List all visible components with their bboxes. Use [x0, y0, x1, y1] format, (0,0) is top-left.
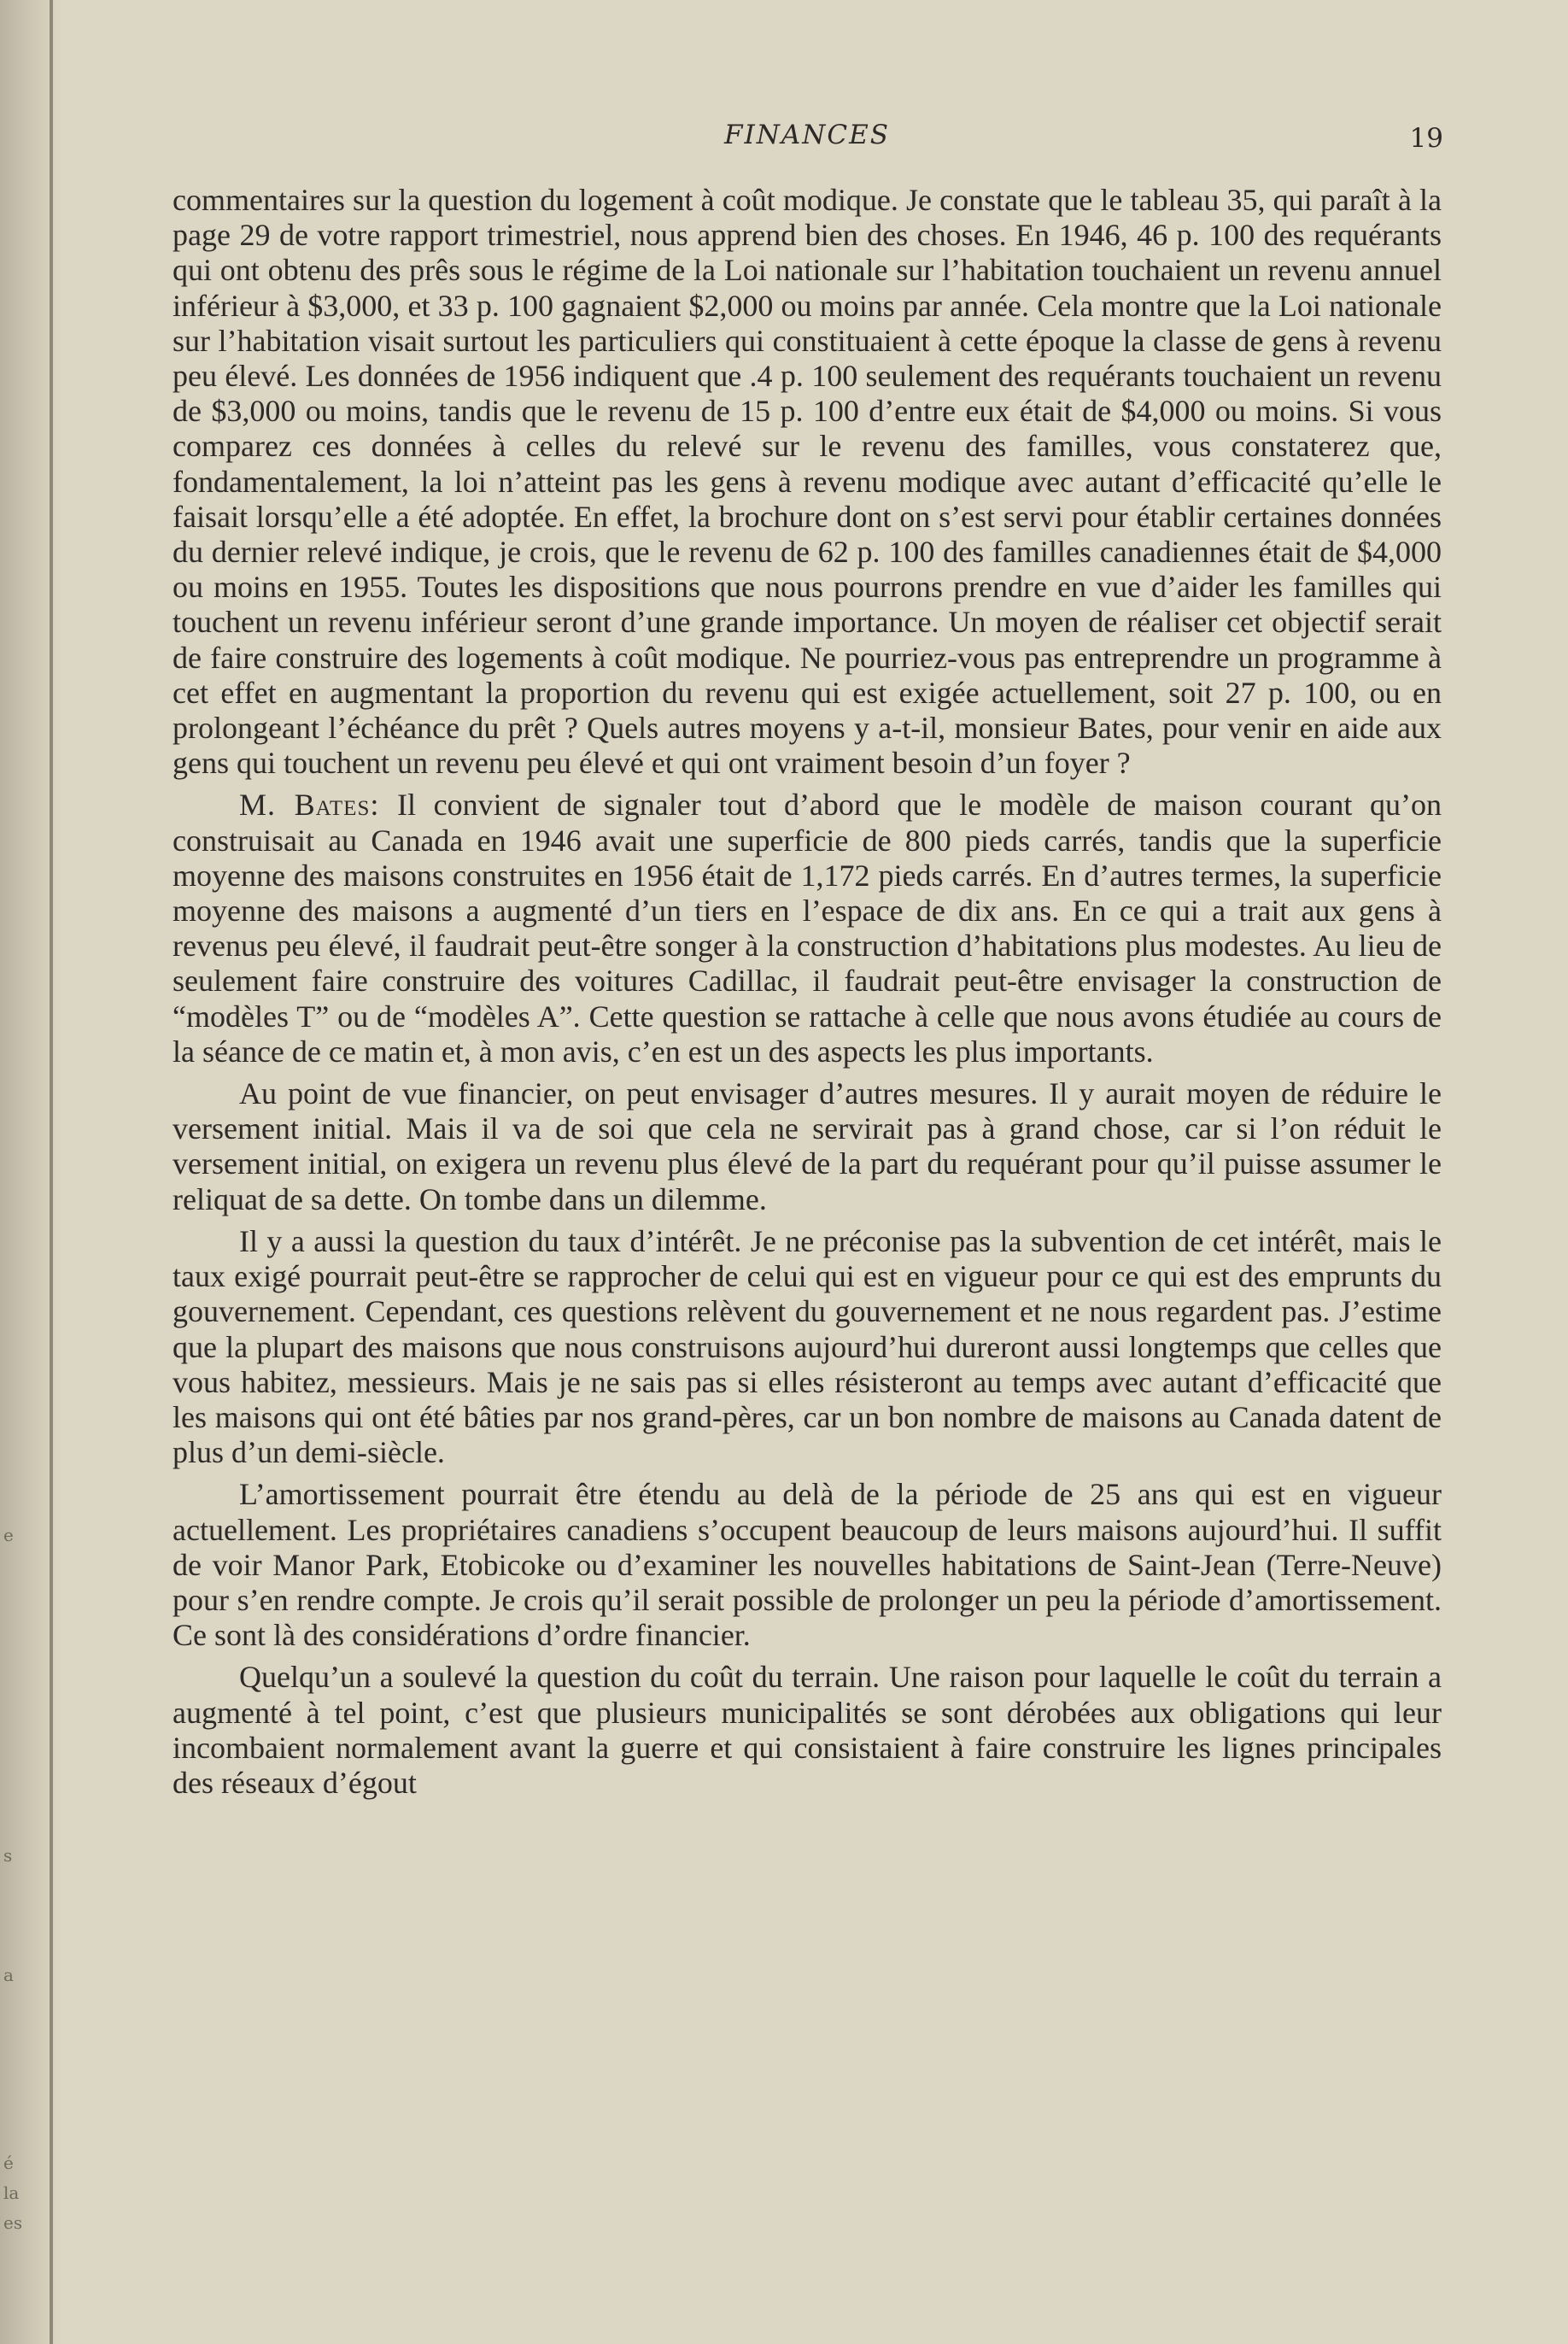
- margin-mark: a: [3, 1965, 14, 1985]
- paragraph: Au point de vue financier, on peut envisager d’autres mesures. Il y aurait moyen de réduire le versement initial. Mais il va de soi que cela ne servirait pas à grand chose, car si l’on réduit le versement initial, on exigera un revenu plus élevé de la part du requérant pour qu’il puisse assumer le reliquat de sa dette. On tombe dans un dilemme.: [173, 1076, 1442, 1216]
- margin-mark: la: [3, 2183, 20, 2203]
- running-head: FINANCES: [724, 120, 890, 150]
- paragraph: commentaires sur la question du logement à coût modique. Je constate que le tableau 35, qui paraît à la page 29 de votre rapport trimestriel, nous apprend bien des choses. En 1946, 46 p. 100 des requérants qui ont obtenu des prês sous le régime de la Loi nationale sur l’habitation touchaient un revenu annuel inférieur à $3,000, et 33 p. 100 gagnaient $2,000 ou moins par année. Cela montre que la Loi nationale sur l’habitation visait surtout les particuliers qui constituaient à cette époque la classe de gens à revenu peu élevé. Les données de 1956 indiquent que .4 p. 100 seulement des requérants touchaient un revenu de $3,000 ou moins, tandis que le revenu de 15 p. 100 d’entre eux était de $4,000 ou moins. Si vous comparez ces données à celles du relevé sur le revenu des familles, vous constaterez que, fondamentalement, la loi n’atteint pas les gens à revenu modique avec autant d’efficacité qu’elle le faisait lorsqu’elle a été adoptée. En effet, la brochure dont on s’est servi pour établir certaines données du dernier relevé indique, je crois, que le revenu de 62 p. 100 des familles canadiennes était de $4,000 ou moins en 1955. Toutes les dispositions que nous pourrons prendre en vue d’aider les familles qui touchent un revenu inférieur seront d’une grande importance. Un moyen de réaliser cet objectif serait de faire construire des logements à coût modique. Ne pourriez-vous pas entreprendre un programme à cet effet en augmentant la proportion du revenu qui est exigée actuellement, soit 27 p. 100, ou en prolongeant l’échéance du prêt ? Quels autres moyens y a-t-il, monsieur Bates, pour venir en aide aux gens qui touchent un revenu peu élevé et qui ont vraiment besoin d’un foyer ?: [173, 183, 1442, 781]
- paragraph: L’amortissement pourrait être étendu au delà de la période de 25 ans qui est en vigueur actuellement. Les propriétaires canadiens s’occupent beaucoup de leurs maisons aujourd’hui. Il suffit de voir Manor Park, Etobicoke ou d’examiner les nouvelles habitations de Saint-Jean (Terre-Neuve) pour s’en rendre compte. Je crois qu’il serait possible de prolonger un peu la période d’amortissement. Ce sont là des considérations d’ordre financier.: [173, 1477, 1442, 1653]
- margin-mark: es: [3, 2212, 23, 2233]
- speaker-text: Il convient de signaler tout d’abord que le modèle de maison courant qu’on construisait au Canada en 1946 avait une superficie de 800 pieds carrés, tandis que la superficie moyenne des maisons construites en 1956 était de 1,172 pieds carrés. En d’autres termes, la superficie moyenne des maisons a augmenté d’un tiers en l’espace de dix ans. En ce qui a trait aux gens à revenus peu élevé, il faudrait peut-être songer à la construction d’habitations plus modestes. Au lieu de seulement faire construire des voitures Cadillac, il faudrait peut-être envisager la construction de “modèles T” ou de “modèles A”. Cette question se rattache à celle que nous avons étudiée au cours de la séance de ce matin et, à mon avis, c’en est un des aspects les plus importants.: [173, 788, 1442, 1069]
- page-number: 19: [1409, 123, 1443, 154]
- margin-fragments: [0, 0, 34, 2344]
- page-header: [171, 120, 1443, 162]
- margin-mark: e: [3, 1525, 14, 1545]
- speaker-name: M. Bates:: [239, 788, 380, 823]
- body-text: [173, 183, 1442, 1808]
- paragraph: Il y a aussi la question du taux d’intérêt. Je ne préconise pas la subvention de cet intérêt, mais le taux exigé pourrait peut-être se rapprocher de celui qui est en vigueur pour ce qui est des emprunts du gouvernement. Cependant, ces questions relèvent du gouvernement et ne nous regardent pas. J’estime que la plupart des maisons que nous construisons aujourd’hui dureront aussi longtemps que celles que vous habitez, messieurs. Mais je ne sais pas si elles résisteront au temps avec autant d’efficacité que les maisons qui ont été bâties par nos grand-pères, car un bon nombre de maisons au Canada datent de plus d’un demi-siècle.: [173, 1223, 1442, 1470]
- paragraph-bates: [173, 788, 1442, 1069]
- binding-line: [50, 0, 53, 2344]
- margin-mark: é: [3, 2153, 14, 2173]
- margin-mark: s: [3, 1845, 13, 1866]
- paragraph: Quelqu’un a soulevé la question du coût du terrain. Une raison pour laquelle le coût du terrain a augmenté à tel point, c’est que plusieurs municipalités se sont dérobées aux obligations qui leur incombaient normalement avant la guerre et qui consistaient à faire construire les lignes principales des réseaux d’égout: [173, 1660, 1442, 1800]
